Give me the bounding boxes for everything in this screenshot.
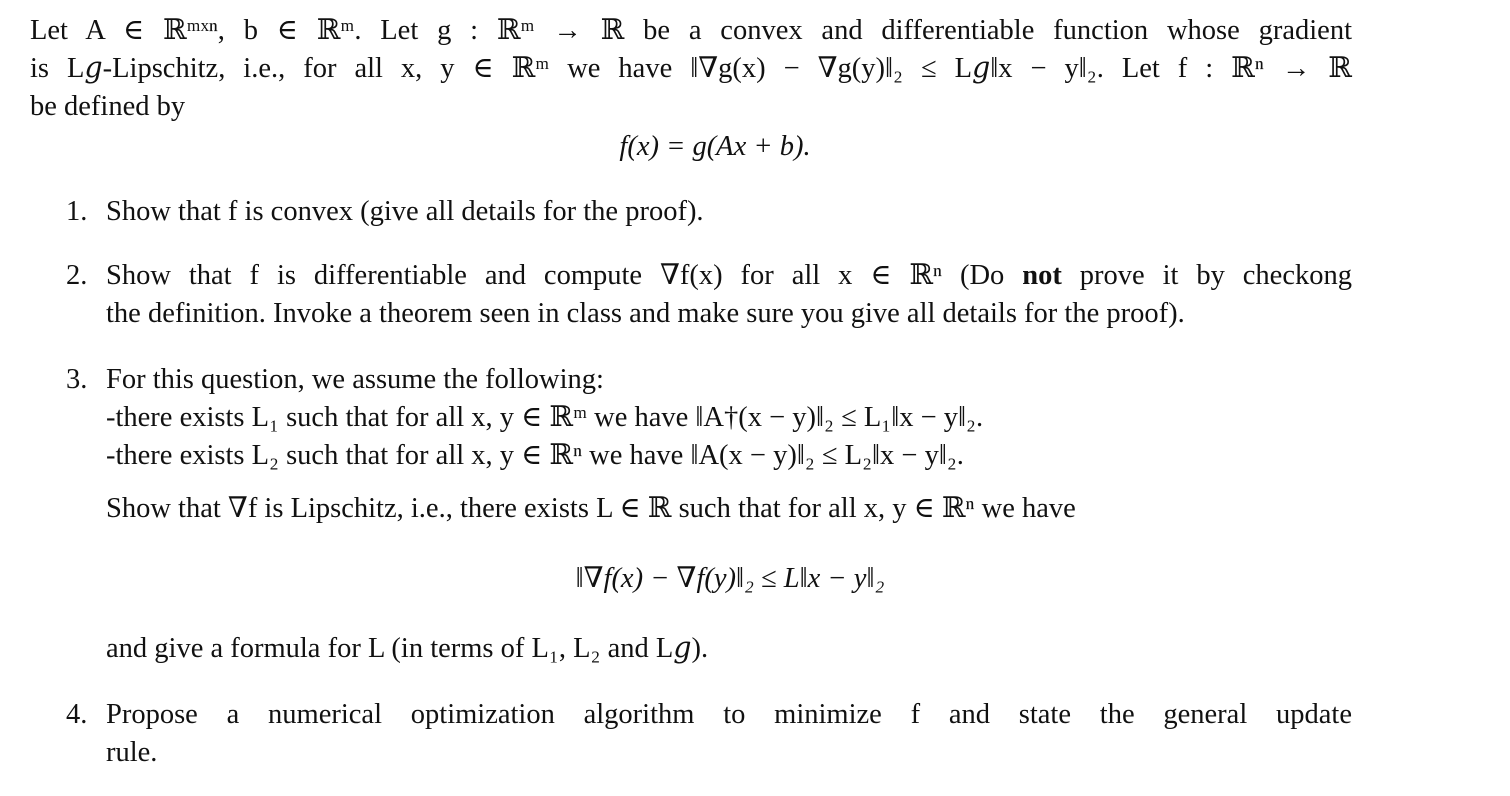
question-4-number: 4. (66, 699, 88, 730)
question-3-assumption-1: -there exists L₁ such that for all x, y ∈ ℝᵐ we have ‖A†(x − y)‖₂ ≤ L₁‖x − y‖₂. (106, 402, 984, 433)
question-4-line-2: rule. (106, 737, 158, 768)
definition-equation: f(x) = g(Ax + b). (619, 131, 811, 162)
intro-line-3: be defined by (30, 91, 186, 122)
question-4-line-1: Propose a numerical optimization algorithm to minimize f and state the general update (106, 699, 1352, 730)
question-3-assumption-2: -there exists L₂ such that for all x, y ∈ ℝⁿ we have ‖A(x − y)‖₂ ≤ L₂‖x − y‖₂. (106, 440, 964, 471)
question-3-line-4: Show that ∇f is Lipschitz, i.e., there exists L ∈ ℝ such that for all x, y ∈ ℝⁿ we have (106, 493, 1076, 524)
question-2-line-1-b: prove it by checkong (1061, 260, 1352, 291)
question-3-line-5: and give a formula for L (in terms of L₁, L₂ and L𝑔). (106, 633, 709, 664)
question-2-line-2: the definition. Invoke a theorem seen in class and make sure you give all details for the proof). (106, 298, 1185, 329)
question-2-line-1 (106, 257, 1352, 295)
question-2-bold-not: not (1022, 260, 1062, 291)
intro-line-1: Let A ∈ ℝᵐˣⁿ, b ∈ ℝᵐ. Let g : ℝᵐ → ℝ be a convex and differentiable function whose gradient (30, 15, 1352, 46)
question-1-number: 1. (66, 196, 88, 227)
question-3-line-1: For this question, we assume the following: (106, 364, 604, 395)
question-2-number: 2. (66, 260, 88, 291)
lipschitz-equation: ‖∇f(x) − ∇f(y)‖₂ ≤ L‖x − y‖₂ (575, 563, 885, 594)
question-1-text: Show that f is convex (give all details for the proof). (106, 196, 704, 227)
question-2-line-1-a: Show that f is differentiable and compute ∇f(x) for all x ∈ ℝⁿ (Do (106, 260, 1023, 291)
question-3-number: 3. (66, 364, 88, 395)
intro-line-2: is L𝑔-Lipschitz, i.e., for all x, y ∈ ℝᵐ we have ‖∇g(x) − ∇g(y)‖₂ ≤ L𝑔‖x − y‖₂. Let f : ℝⁿ → ℝ (30, 53, 1352, 84)
